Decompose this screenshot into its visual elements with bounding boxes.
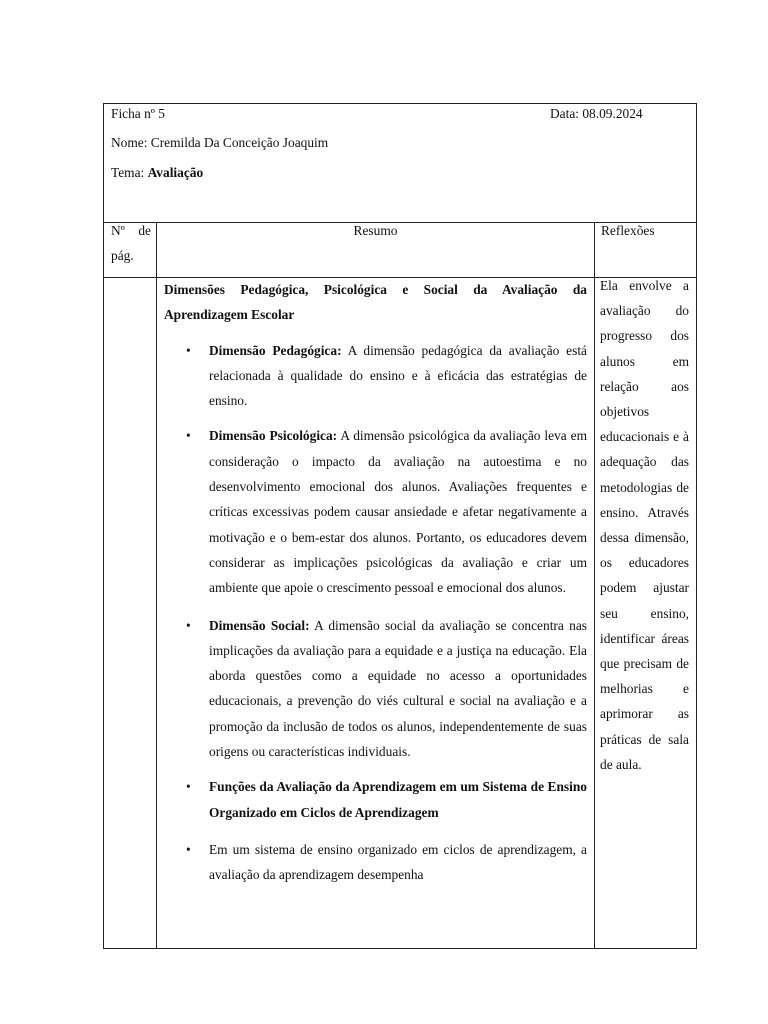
topic-label: Tema:: [111, 165, 148, 180]
bullet-pedagogica: [164, 338, 587, 414]
bullet-text: A dimensão social da avaliação se concentra nas implicações da avaliação para a equidade e a justiça na educação. Ela aborda questões como a equidade no acesso a oportunidades educacionais, a prevenção do viés cultural e social na avaliação e a promoção da inclusão de todos os alunos, independentemente de suas origens ou características individuais.: [209, 617, 587, 760]
bullet-marker: •: [186, 779, 191, 795]
bullet-title: Funções da Avaliação da Aprendizagem em um Sistema de Ensino Organizado em Ciclos de Aprendizagem: [209, 779, 587, 820]
bullet-text: Em um sistema de ensino organizado em ciclos de aprendizagem, a avaliação da aprendizagem desempenha: [209, 841, 587, 883]
reflexoes-content: Ela envolve a avaliação do progresso dos alunos em relação aos objetivos educacionais e à adequação das metodologias de ensino. Através dessa dimensão, os educadores podem ajustar seu ensino, identificar áreas que precisam de melhorias e aprimorar as práticas de sala de aula.: [600, 278, 689, 772]
column-header-resumo: Resumo: [353, 223, 398, 238]
bullet-social: [164, 613, 587, 765]
student-name: Nome: Cremilda Da Conceição Joaquim: [111, 135, 329, 150]
bullet-title: Dimensão Psicológica:: [209, 428, 338, 444]
bullet-funcoes: [164, 774, 587, 825]
bullet-text: A dimensão pedagógica da avaliação está relacionada à qualidade do ensino e à eficácia das estratégias de ensino.: [209, 342, 587, 409]
bullet-marker: •: [186, 841, 191, 857]
bullet-marker: •: [186, 428, 191, 444]
content-layer: [103, 103, 697, 949]
column-header-pag: Nº de pág.: [111, 223, 151, 264]
bullet-title: Dimensão Pedagógica:: [209, 342, 342, 358]
bullet-ciclos: [164, 837, 587, 888]
date-field: Data: 08.09.2024: [550, 106, 643, 121]
bullet-psicologica: [164, 423, 587, 600]
resumo-content: [164, 277, 587, 898]
bullet-marker: •: [186, 342, 191, 358]
ficha-number: Ficha nº 5: [111, 106, 165, 121]
resumo-heading: Dimensões Pedagógica, Psicológica e Social da Avaliação da Aprendizagem Escolar: [164, 282, 587, 323]
bullet-text: A dimensão psicológica da avaliação leva em consideração o impacto da avaliação na autoestima e no desenvolvimento emocional dos alunos. Avaliações frequentes e críticas excessivas podem causar ansiedade e afetar negativamente a motivação e o bem-estar dos alunos. Portanto, os educadores devem considerar as implicações psicológicas da avaliação e criar um ambiente que apoie o crescimento pessoal e emocional dos alunos.: [209, 428, 587, 596]
column-header-reflexoes: Reflexões: [601, 223, 655, 238]
topic-value: Avaliação: [147, 165, 204, 180]
bullet-title: Dimensão Social:: [209, 617, 310, 633]
bullet-marker: •: [186, 617, 191, 633]
